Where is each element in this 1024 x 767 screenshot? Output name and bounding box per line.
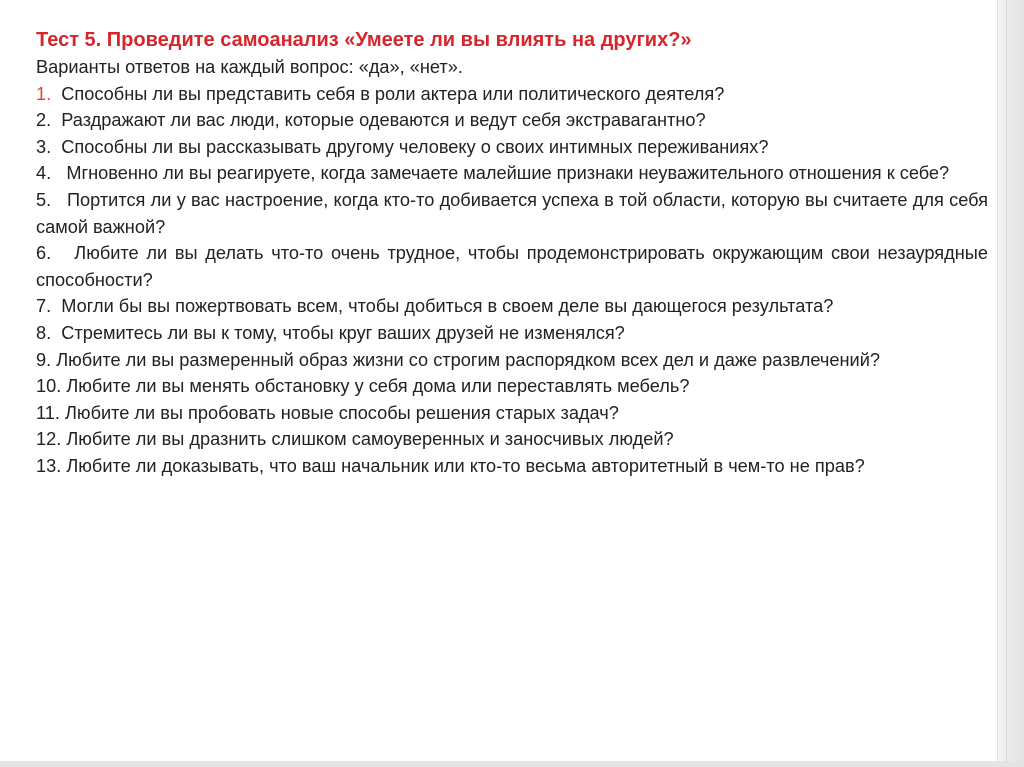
question-2-text: Раздражают ли вас люди, которые одеваются и ведут себя экстравагантно? [51,110,706,131]
question-3-text: Способны ли вы рассказывать другому человеку о своих интимных переживаниях? [51,136,769,157]
question-7-text: Могли бы вы пожертвовать всем, чтобы добиться в своем деле вы дающегося результата? [51,296,834,317]
question-10 [36,373,988,400]
question-11 [36,400,988,427]
question-7-number: 7. [36,296,52,317]
test-title: Тест 5. Проведите самоанализ «Умеете ли вы влиять на других?» [36,29,692,51]
question-6 [36,240,994,293]
question-6-number: 6. [36,243,52,264]
question-4 [36,160,988,187]
slide-frame-right-edge [997,0,1024,767]
question-9-text: Любите ли вы размеренный образ жизни со строгим распорядком всех дел и даже развлечений? [51,349,880,370]
question-9-number: 9. [36,349,52,370]
answer-options-line: Варианты ответов на каждый вопрос: «да», «нет». [36,57,463,77]
question-7 [36,293,988,320]
question-5-number: 5. [36,189,52,210]
question-4-text: Мгновенно ли вы реагируете, когда замечаете малейшие признаки неуважительного отношения к себе? [51,163,950,184]
question-13 [36,453,988,480]
question-11-text: Любите ли вы пробовать новые способы решения старых задач? [59,402,619,423]
question-12-number: 12. [36,429,62,450]
question-3 [36,134,988,161]
question-12 [36,426,988,453]
question-2-number: 2. [36,110,52,131]
question-11-number: 11. [36,402,60,423]
question-5-text: Портится ли у вас настроение, когда кто-то добивается успеха в той области, которую вы считаете для себя самой важной? [36,189,994,237]
question-4-number: 4. [36,163,52,184]
question-1-text: Способны ли вы представить себя в роли актера или политического деятеля? [51,83,725,104]
question-2 [36,107,988,134]
question-8 [36,320,988,347]
question-1-number: 1. [36,83,52,104]
question-8-text: Стремитесь ли вы к тому, чтобы круг ваших друзей не изменялся? [51,322,625,343]
question-12-text: Любите ли вы дразнить слишком самоуверенных и заносчивых людей? [61,429,674,450]
question-10-text: Любите ли вы менять обстановку у себя дома или переставлять мебель? [61,376,690,397]
question-9 [36,347,988,374]
slide-frame-bottom-edge [0,761,1024,767]
question-13-text: Любите ли доказывать, что ваш начальник или кто-то весьма авторитетный в чем-то не прав? [61,455,865,476]
question-13-number: 13. [36,455,62,476]
question-6-text: Любите ли вы делать что-то очень трудное, чтобы продемонстрировать окружающим свои незаурядные способности? [36,243,994,290]
question-8-number: 8. [36,322,52,343]
question-3-number: 3. [36,136,52,157]
question-5 [36,187,994,240]
question-1 [36,81,988,108]
question-10-number: 10. [36,376,62,397]
slide-content [36,26,994,480]
